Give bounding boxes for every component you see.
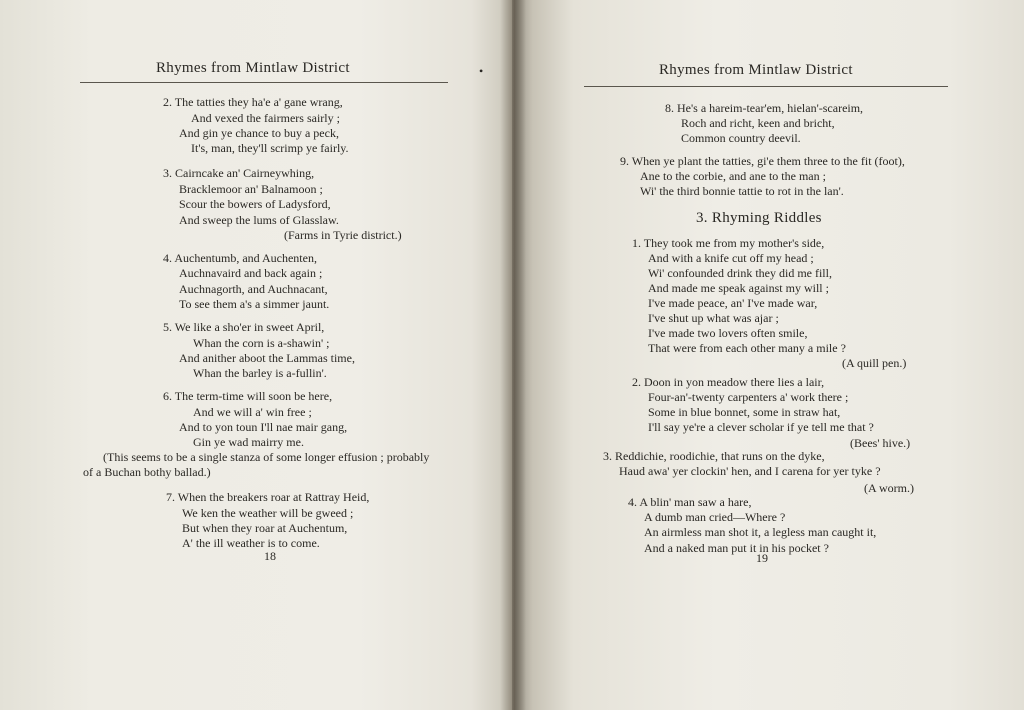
right-verse-line-16: 2. Doon in yon meadow there lies a lair, (632, 375, 825, 389)
left-verse-line-16: And anither aboot the Lammas time, (179, 351, 355, 365)
left-verse-line-9: (Farms in Tyrie district.) (284, 228, 402, 242)
left-verse-line-8: And sweep the lums of Glasslaw. (179, 213, 339, 227)
right-verse-line-15: (A quill pen.) (842, 356, 907, 370)
left-verse-line-24: 7. When the breakers roar at Rattray Heid, (166, 490, 370, 504)
left-page-number: 18 (264, 549, 276, 563)
left-verse-line-20: And to yon toun I'll nae mair gang, (179, 420, 348, 434)
right-verse-line-4: 9. When ye plant the tatties, gi'e them three to the fit (foot), (620, 154, 905, 168)
left-verse-line-13: To see them a's a simmer jaunt. (179, 297, 330, 311)
right-verse-line-6: Wi' the third bonnie tattie to rot in the lan'. (640, 184, 844, 198)
left-verse-line-26: But when they roar at Auchentum, (182, 521, 348, 535)
left-verse-line-5: 3. Cairncake an' Cairneywhing, (163, 166, 315, 180)
right-verse-line-9: Wi' confounded drink they did me fill, (648, 266, 832, 280)
left-verse-line-1: 2. The tatties they ha'e a' gane wrang, (163, 95, 343, 109)
left-verse-line-15: Whan the corn is a-shawin' ; (193, 336, 330, 350)
right-header-rule (584, 86, 948, 87)
right-page (512, 0, 1024, 710)
left-verse-line-7: Scour the bowers of Ladysford, (179, 197, 331, 211)
left-verse-line-17: Whan the barley is a-fullin'. (193, 366, 327, 380)
left-verse-line-19: And we will a' win free ; (193, 405, 312, 419)
section-title: 3. Rhyming Riddles (696, 210, 822, 226)
right-verse-line-26: An airmless man shot it, a legless man caught it, (644, 525, 877, 539)
right-verse-line-10: And made me speak against my will ; (648, 281, 829, 295)
left-verse-line-25: We ken the weather will be gweed ; (182, 506, 354, 520)
left-verse-line-4: It's, man, they'll scrimp ye fairly. (191, 141, 349, 155)
right-verse-line-3: Common country deevil. (681, 131, 801, 145)
left-verse-line-3: And gin ye chance to buy a peck, (179, 126, 339, 140)
right-verse-line-8: And with a knife cut off my head ; (648, 251, 814, 265)
book-spine (500, 0, 526, 710)
left-verse-line-22: (This seems to be a single stanza of some longer effusion ; probably (103, 450, 430, 464)
left-verse-line-27: A' the ill weather is to come. (182, 536, 320, 550)
right-page-number: 19 (756, 551, 768, 565)
right-verse-line-27: And a naked man put it in his pocket ? (644, 541, 829, 555)
left-page-header: Rhymes from Mintlaw District (156, 60, 350, 76)
left-verse-line-14: 5. We like a sho'er in sweet April, (163, 320, 325, 334)
right-verse-line-20: (Bees' hive.) (850, 436, 911, 450)
margin-dot: • (479, 64, 484, 78)
right-verse-line-7: 1. They took me from my mother's side, (632, 236, 825, 250)
right-verse-line-19: I'll say ye're a clever scholar if ye tell me that ? (648, 420, 874, 434)
right-verse-line-5: Ane to the corbie, and ane to the man ; (640, 169, 826, 183)
right-verse-line-18: Some in blue bonnet, some in straw hat, (648, 405, 841, 419)
right-verse-line-12: I've shut up what was ajar ; (648, 311, 779, 325)
right-verse-line-17: Four-an'-twenty carpenters a' work there ; (648, 390, 849, 404)
right-verse-line-14: That were from each other many a mile ? (648, 341, 846, 355)
right-verse-line-1: 8. He's a hareim-tear'em, hielan'-scareim, (665, 101, 864, 115)
left-verse-line-10: 4. Auchentumb, and Auchenten, (163, 251, 317, 265)
left-header-rule (80, 82, 448, 83)
left-verse-line-21: Gin ye wad mairry me. (193, 435, 304, 449)
left-verse-line-12: Auchnagorth, and Auchnacant, (179, 282, 328, 296)
right-verse-line-24: 4. A blin' man saw a hare, (628, 495, 752, 509)
right-verse-line-22: Haud awa' yer clockin' hen, and I carena for yer tyke ? (619, 464, 881, 478)
left-verse-line-18: 6. The term-time will soon be here, (163, 389, 333, 403)
left-verse-line-23: of a Buchan bothy ballad.) (83, 465, 211, 479)
left-verse-line-2: And vexed the fairmers sairly ; (191, 111, 340, 125)
right-page-header: Rhymes from Mintlaw District (659, 62, 853, 78)
right-verse-line-13: I've made two lovers often smile, (648, 326, 808, 340)
left-verse-line-6: Bracklemoor an' Balnamoon ; (179, 182, 323, 196)
right-verse-line-23: (A worm.) (864, 481, 914, 495)
left-verse-line-11: Auchnavaird and back again ; (179, 266, 323, 280)
right-verse-line-25: A dumb man cried—Where ? (644, 510, 786, 524)
right-verse-line-2: Roch and richt, keen and bricht, (681, 116, 835, 130)
right-verse-line-21: 3. Reddichie, roodichie, that runs on the dyke, (603, 449, 825, 463)
right-verse-line-11: I've made peace, an' I've made war, (648, 296, 818, 310)
